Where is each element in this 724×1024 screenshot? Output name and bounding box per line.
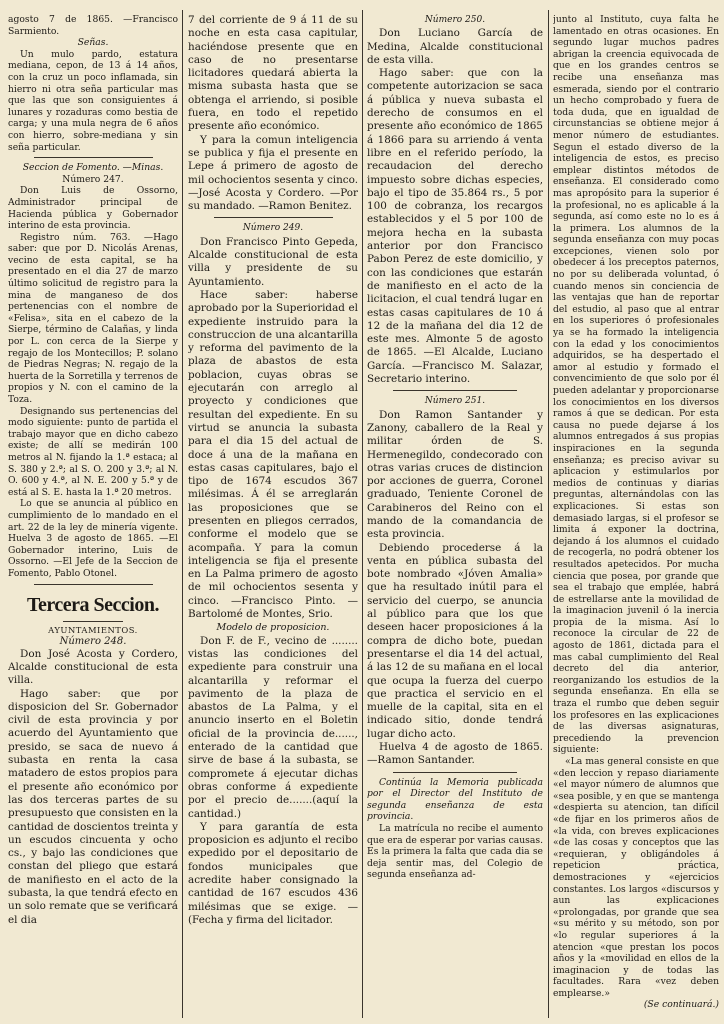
notice-number: Número 249. (242, 223, 304, 234)
text-paragraph: Don F. de F., vecino de ........ vistas las condiciones del expediente para construir una alcantarilla y reformar el pavimento de la plaza de abastos de La Palma, y el anuncio inserto en el Boletin oficial de la provincia de......, enterado de la cantidad que sirve de base á la subasta, se compromete á ejecutar dichas obras conforme á expediente por el precio de.......(aquí la cantidad.) (188, 634, 358, 820)
divider (393, 390, 516, 391)
divider (34, 157, 153, 158)
section-heading: Seccion de Fomento. —Minas. (22, 162, 164, 174)
column-rule (182, 10, 183, 1018)
column-rule (548, 10, 549, 1018)
text-paragraph: Huelva 4 de agosto de 1865. —Ramon Santander. (367, 741, 543, 767)
divider (214, 217, 333, 218)
notice-number: Número 248. (59, 636, 127, 648)
text-paragraph: Don Luciano García de Medina, Alcalde constitucional de esta villa. (367, 27, 543, 66)
memoria-heading: Continúa la Memoria publicada por el Director del Instituto de segunda enseñanza de esta provincia. (367, 776, 543, 823)
continuation-note: (Se continuará.) (643, 999, 719, 1011)
text-paragraph: agosto 7 de 1865. —Francisco Sarmiento. (8, 14, 178, 37)
text-paragraph: Hace saber: haberse aprobado por la Superioridad el expediente instruido para la construccion de una alcantarilla y reforma del pavimento de la plaza de abastos de esta poblacion, cuyas obras se ejecutarán con arreglo al proyecto y condiciones que resultan del expediente. En su virtud se anuncia la subasta para el dia 15 del actual de doce á una de la mañana en estas casas capitulares, bajo el tipo de 1674 escudos 367 milésimas. Á él se arreglarán las proposiciones que se presenten en pliegos cerrados, conforme el modelo que se acompaña. Y para la comun inteligencia se fija el presente en La Palma primero de agosto de mil ochocientos sesenta y cinco. —Francisco Pinto. —Bartolomé de Montes, Srio. (188, 288, 358, 621)
section-title: Tercera Seccion. (27, 593, 159, 616)
text-paragraph: Y para garantía de esta proposicion es adjunto el recibo expedido por el depositario de fondos municipales que acredite haber consignado la cantidad de 167 escudos 436 milésimas que se exige. —(Fecha y firma del licitador. (188, 820, 358, 926)
column-rule (362, 10, 363, 1018)
divider (393, 772, 516, 773)
text-paragraph: Designando sus pertenencias del modo siguiente: punto de partida el trabajo mayor que en dicho cabezo existe; de allí se medirán 100 metros al N. fijando la 1.ª estaca; al S. 380 y 2.ª; al S. O. 200 y 3.ª; al N. O. 600 y 4.ª, al N. E. 200 y 5.ª y de está al S. E. hasta la 1.ª 20 metros. (8, 405, 178, 498)
column-2 (188, 14, 358, 1018)
text-paragraph: Don José Acosta y Cordero, Alcalde constitucional de esta villa. (8, 647, 178, 687)
text-paragraph: 7 del corriente de 9 á 11 de su noche en esta casa capitular, haciéndose presente que en caso de no presentarse licitadores quedará abierta la misma subasta hasta que se obtenga el arriendo, si posible fuera, en todo el repetido presente año económico. (188, 14, 358, 133)
text-paragraph: Registro núm. 763. —Hago saber: que por D. Nicolás Arenas, vecino de esta capital, se ha presentado en el dia 27 de marzo último solicitud de registro para la mina de manganeso de dos pertenencias con el nombre de «Felisa», sita en el cabezo de la Sierpe, término de Calañas, y linda por L. con cerca de la Sierpe y regajo de los Montecillos; P. solano de Piedras Negras; N. regajo de la huerta de la Sorretilla y terrenos de propios y N. con el camino de la Toza. (8, 231, 178, 405)
divider (34, 584, 153, 585)
notice-number: Número 250. (424, 15, 486, 25)
column-1 (8, 14, 178, 1018)
quoted-text: «La mas general consiste en que «den leccion y repaso diariamente «el mayor número de alumnos que «sea posible, y en que se mantenga «despierta su atencion, tan difícil «de fijar en los primeros años de «la vida, con breves explicaciones «de las cosas y conceptos que las «requieran, y obligándoles á repeticion práctica, demostraciones y «ejercicios constantes. Los largos «discursos y aun las explicaciones «prolongadas, por grande que sea «su mérito y su método, son por «lo regular superiores á la atencion «que prestan los pocos años y la «movilidad en ellos de la imaginacion y de todas las facultades. Rara «vez deben emplearse.» (553, 756, 719, 999)
column-3 (367, 14, 543, 1018)
notice-number: Número 247. (62, 173, 124, 185)
text-paragraph: Lo que se anuncia al público en cumplimiento de lo mandado en el art. 22 de la ley de minería vigente. Huelva 3 de agosto de 1865. —El Gobernador interino, Luis de Ossorno. —El Jefe de la Seccion de Fomento, Pablo Otonel. (8, 498, 178, 579)
text-paragraph: Y para la comun inteligencia se publica y fija el presente en Lepe á primero de agosto de mil ochocientos sesenta y cinco. —José Acosta y Cordero. —Por su mandado. —Ramon Benitez. (188, 133, 358, 213)
subsection-heading: AYUNTAMIENTOS. (48, 624, 138, 635)
senas-heading: Señas. (77, 37, 109, 49)
text-paragraph: Don Ramon Santander y Zanony, caballero de la Real y militar órden de S. Hermenegildo, condecorado con otras varias cruces de distincion por acciones de guerra, Coronel graduado, Teniente Coronel de Carabineros del Reino con el mando de la comandancia de esta provincia. (367, 408, 543, 541)
text-paragraph: Hago saber: que por disposicion del Sr. Gobernador civil de esta provincia y por acuerdo del Ayuntamiento que presido, se saca de nuevo á subasta en renta la casa matadero de estos propios para el presente año económico por las dos terceras partes de su presupuesto que consisten en la cantidad de doscientos treinta y un escudos cincuenta y ocho cs., y bajo las condiciones que constan del pliego que estará de manifiesto en el acto de la subasta, la que tendrá efecto en un solo remate que se verificará el dia (8, 687, 178, 926)
text-paragraph: Hago saber: que con la competente autorizacion se saca á pública y nueva subasta el derecho de consumos en el presente año económico de 1865 á 1866 para su arriendo á venta libre en el referido período, la recaudacion del derecho impuesto sobre dichas especies, bajo el tipo de 35.864 rs., 5 por 100 de cobranza, los recargos establecidos y el 5 por 100 de mejora hecha en la subasta anterior por don Francisco Pabon Perez de este domicilio, y con las condiciones que estarán de manifiesto en el acto de la licitacion, el cual tendrá lugar en estas casas capitulares de 10 á 12 de la mañana del dia 12 de este mes. Almonte 5 de agosto de 1865. —El Alcalde, Luciano García. —Francisco M. Salazar, Secretario interino. (367, 67, 543, 386)
text-paragraph: Un mulo pardo, estatura mediana, cepon, de 13 á 14 años, con la cruz un poco inflamada, sin hierro ni otra seña particular mas que las que son consiguientes á lunares y rozaduras como bestia de carga; y una mula negra de 6 años con hierro, sobre-mediana y sin seña particular. (8, 48, 178, 153)
notice-number: Número 251. (424, 396, 486, 407)
divider (63, 621, 123, 622)
column-4 (553, 14, 719, 1018)
text-paragraph: junto al Instituto, cuya falta he lamentado en otras ocasiones. En segundo lugar muchos padres abrigan la creencia equivocada de que en los grandes centros se recibe una enseñanza mas esmerada, siendo por el contrario un hecho comprobado y fuera de toda duda, que en igualdad de circunstancias se obtiene mejor á menor número de estudiantes. Segun el estado diverso de la inteligencia de estos, es preciso emplear distintos métodos de enseñanza. El considerado como mas apropósito para la superior é la profesional, no es aplicable á la segunda, así como este no lo es á la primera. Los alumnos de la segunda enseñanza con muy pocas excepciones, vienen solo por obedecer á los preceptos paternos, no por su deliberada voluntad, ó cuando menos sin conciencia de las ventajas que han de reportar del estudio, al paso que al entrar en los superiores ó profesionales ya se ha formado la inteligencia con la edad y los conocimientos adquiridos, se ha despertado el amor al estudio y formado el convencimiento de que solo por él pueden adelantar y proporcionarse los conocimientos en los diversos ramos á que se dedican. Por esta causa no puede dejarse á los alumnos entregados á sus propias inspiraciones en la segunda enseñanza; es preciso avivar su aplicacion y estimularlos por medios de continuas y diarias preguntas, alternándolas con las explicaciones. Si estas son demasiado largas, si el profesor se limita á exponer la doctrina, dejando á los alumnos el cuidado de recogerla, no podrá obtener los resultados apetecidos. Por mucha ciencia que posea, por grande que sea el trabajo que emplée, habrá de estrellarse ante la movilidad de la imaginacion juvenil ó la inercia propia de la misma. Así lo reconoce la circular de 22 de agosto de 1861, dictada para el mas cabal cumplimiento del Real decreto del dia anterior, reorganizando los estudios de la segunda enseñanza. En ella se traza el rumbo que deben seguir los profesores en las explicaciones de las diversas asignaturas, precediendo la prevencion siguiente: (553, 14, 719, 756)
text-paragraph: Don Luis de Ossorno, Administrador principal de Hacienda pública y Gobernador interino de esta provincia. (8, 185, 178, 232)
text-paragraph: Debiendo procederse á la venta en pública subasta del bote nombrado «Jóven Amalia» que ha resultado inútil para el servicio del cuerpo, se anuncia al público para que los que deseen hacer proposiciones á la compra de dicho bote, puedan presentarse el dia 14 del actual, á las 12 de su mañana en el local que ocupa la fuerza del cuerpo que practica el servicio en el muelle de la capital, sita en el indicado sitio, donde tendrá lugar dicho acto. (367, 541, 543, 740)
text-paragraph: La matrícula no recibe el aumento que era de esperar por varias causas. Es la primera la falta que cada dia se deja sentir mas, del Colegio de segunda enseñanza ad- (367, 823, 543, 881)
model-heading: Modelo de proposicion. (216, 622, 330, 634)
text-paragraph: Don Francisco Pinto Gepeda, Alcalde constitucional de esta villa y presidente de su Ayuntamiento. (188, 235, 358, 288)
